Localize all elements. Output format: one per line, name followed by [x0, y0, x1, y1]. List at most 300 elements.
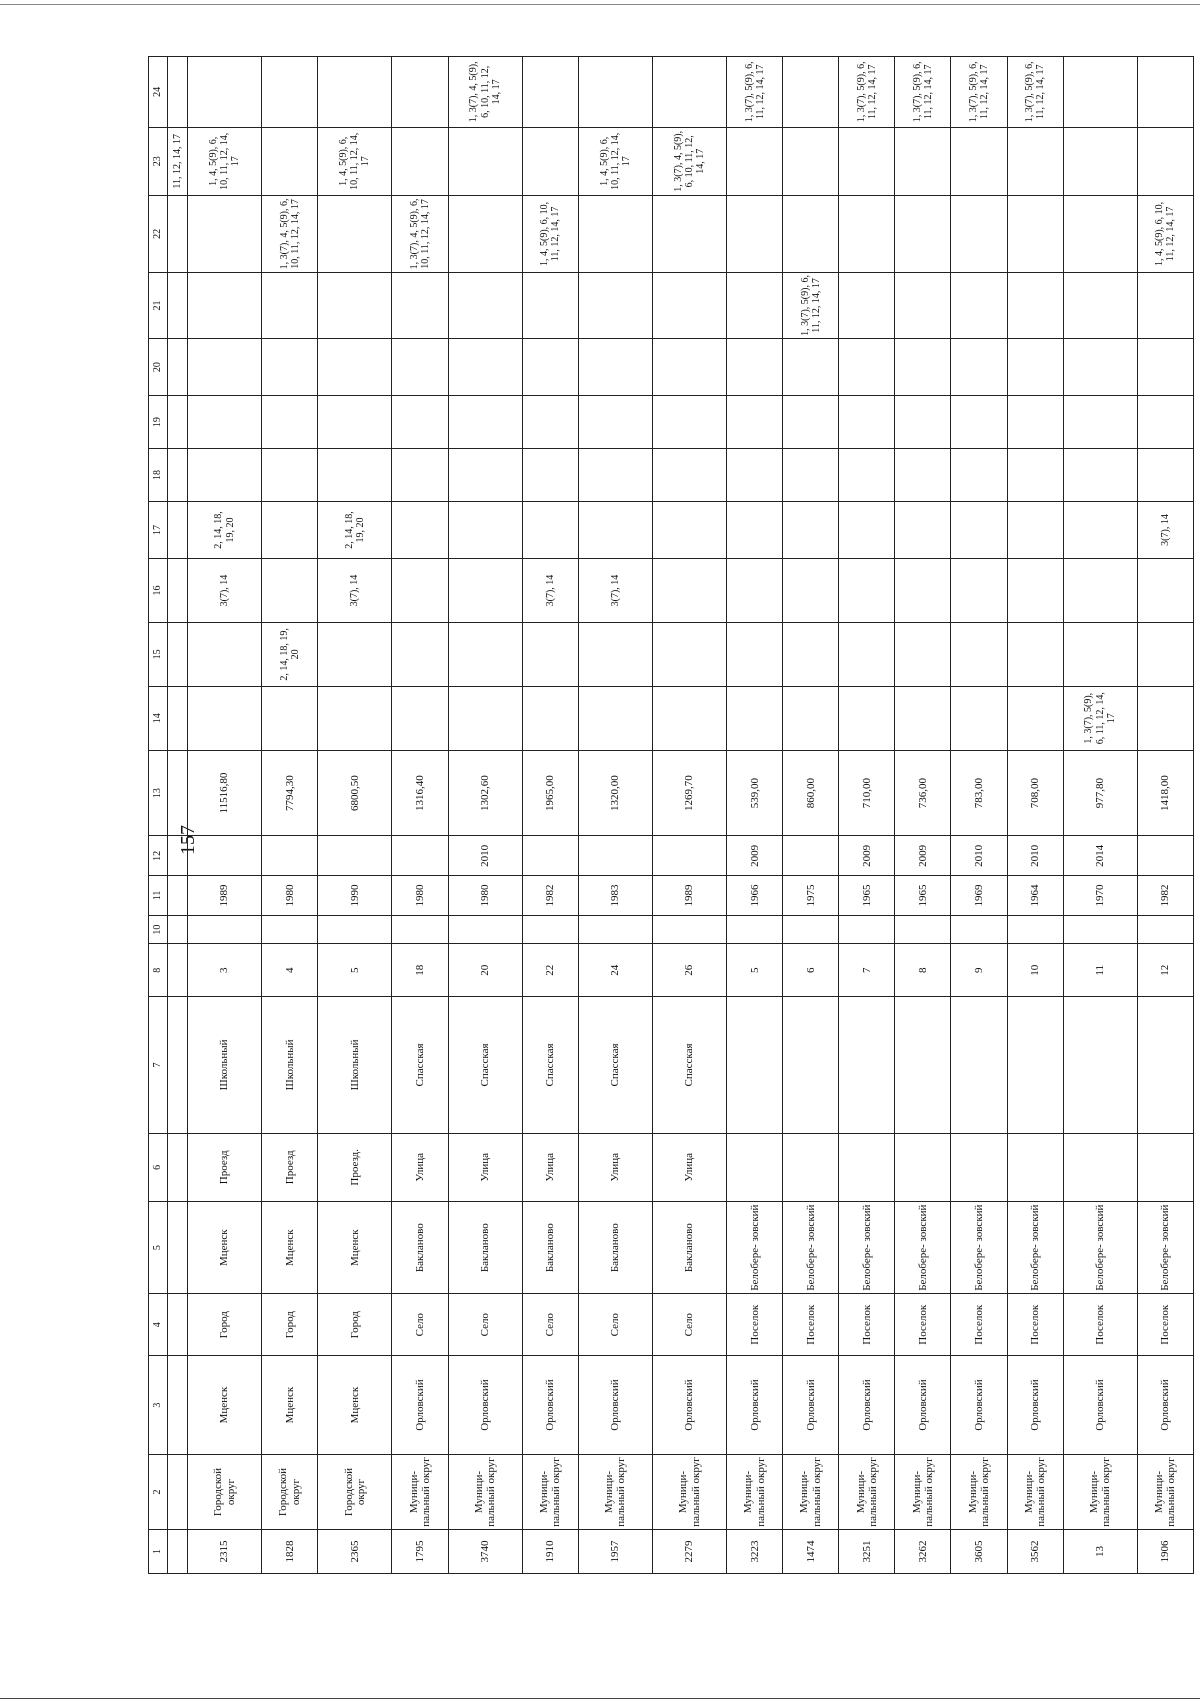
table-row: [895, 57, 951, 1574]
table-cell: Поселок: [1137, 1294, 1193, 1356]
table-cell: [578, 915, 652, 944]
table-cell: Улица: [522, 1133, 578, 1201]
table-cell: [448, 915, 522, 944]
table-cell: [578, 686, 652, 750]
table-cell: [783, 622, 839, 686]
table-cell: Поселок: [783, 1294, 839, 1356]
table-cell: [392, 396, 448, 449]
table-cell: [522, 338, 578, 395]
table-row: [1063, 57, 1137, 1574]
table-cell: Школьный: [188, 997, 262, 1134]
table-cell: Спасская: [578, 997, 652, 1134]
table-cell: 1, 4, 5(9), 6, 10, 11, 12, 14, 17: [318, 127, 392, 195]
table-cell: [1063, 501, 1137, 558]
table-cell: [262, 127, 318, 195]
table-cell: Городской округ: [318, 1455, 392, 1530]
table-cell: [522, 127, 578, 195]
table-cell: 1, 3(7), 5(9), 6, 11, 12, 14, 17: [951, 57, 1007, 128]
table-cell: [168, 1133, 188, 1201]
table-cell: 3262: [895, 1529, 951, 1573]
table-cell: Орловский: [1137, 1356, 1193, 1455]
table-cell: [1007, 127, 1063, 195]
table-cell: [727, 396, 783, 449]
table-cell: [1137, 686, 1193, 750]
table-cell: [653, 836, 727, 876]
table-cell: [168, 836, 188, 876]
table-cell: [448, 622, 522, 686]
table-cell: [168, 997, 188, 1134]
table-cell: [1007, 1133, 1063, 1201]
table-cell: [783, 915, 839, 944]
table-cell: [262, 915, 318, 944]
table-cell: Орловский: [783, 1356, 839, 1455]
table-cell: [1007, 195, 1063, 272]
table-cell: 3(7), 14: [578, 559, 652, 623]
table-cell: Орловский: [1007, 1356, 1063, 1455]
table-cell: 3562: [1007, 1529, 1063, 1573]
table-cell: 12: [1137, 944, 1193, 997]
table-cell: [168, 944, 188, 997]
table-cell: [318, 622, 392, 686]
table-cell: [1137, 622, 1193, 686]
table-cell: 1418,00: [1137, 750, 1193, 836]
table-cell: Орловский: [895, 1356, 951, 1455]
table-cell: Белобере- зовский: [1063, 1201, 1137, 1293]
table-cell: Муници- пальный округ: [783, 1455, 839, 1530]
table-cell: [168, 1529, 188, 1573]
table-cell: Городской округ: [262, 1455, 318, 1530]
bottom-rule: [0, 1698, 1200, 1699]
table-cell: Орловский: [727, 1356, 783, 1455]
table-cell: 1, 3(7), 4, 5(9), 6, 10, 11, 12, 14, 17: [653, 127, 727, 195]
table-cell: [1137, 272, 1193, 338]
table-cell: [839, 686, 895, 750]
table-cell: [1007, 997, 1063, 1134]
table-cell: 860,00: [783, 750, 839, 836]
table-cell: [1007, 338, 1063, 395]
table-row: [578, 57, 652, 1574]
table-cell: [1007, 559, 1063, 623]
table-cell: [951, 127, 1007, 195]
table-cell: [262, 396, 318, 449]
table-cell: 26: [653, 944, 727, 997]
table-cell: [168, 750, 188, 836]
table-cell: 4: [262, 944, 318, 997]
table-cell: [522, 915, 578, 944]
table-cell: [262, 559, 318, 623]
table-cell: 1980: [392, 876, 448, 916]
table-cell: 1, 3(7), 5(9), 6, 11, 12, 14, 17: [1007, 57, 1063, 128]
table-cell: [522, 396, 578, 449]
table-cell: [392, 686, 448, 750]
table-cell: [578, 836, 652, 876]
table-cell: 1, 3(7), 4, 5(9), 6, 10, 11, 12, 14, 17: [448, 57, 522, 128]
table-cell: 2315: [188, 1529, 262, 1573]
table-cell: 1964: [1007, 876, 1063, 916]
table-cell: 3: [188, 944, 262, 997]
table-cell: [895, 501, 951, 558]
table-cell: [392, 836, 448, 876]
table-cell: [653, 449, 727, 502]
table-cell: Улица: [653, 1133, 727, 1201]
table-cell: [951, 915, 1007, 944]
table-cell: 1980: [448, 876, 522, 916]
table-cell: [392, 272, 448, 338]
table-cell: [1137, 559, 1193, 623]
table-cell: [168, 915, 188, 944]
table-cell: [951, 195, 1007, 272]
table-cell: [839, 559, 895, 623]
table-cell: [839, 915, 895, 944]
table-cell: [783, 1133, 839, 1201]
table-cell: [839, 195, 895, 272]
table-cell: [1063, 997, 1137, 1134]
table-cell: Муници- пальный округ: [895, 1455, 951, 1530]
column-number: 13: [149, 750, 168, 836]
table-cell: Бакланово: [578, 1201, 652, 1293]
table-cell: [895, 449, 951, 502]
table-cell: [168, 876, 188, 916]
table-cell: Белобере- зовский: [783, 1201, 839, 1293]
table-cell: [168, 1356, 188, 1455]
table-cell: Орловский: [448, 1356, 522, 1455]
table-cell: [188, 836, 262, 876]
table-cell: [448, 501, 522, 558]
table-cell: Муници- пальный округ: [839, 1455, 895, 1530]
table-cell: 1965,00: [522, 750, 578, 836]
table-cell: [783, 195, 839, 272]
table-cell: [392, 338, 448, 395]
column-number: 17: [149, 501, 168, 558]
table-cell: Бакланово: [392, 1201, 448, 1293]
table-cell: [318, 57, 392, 128]
table-cell: Орловский: [839, 1356, 895, 1455]
table-cell: [188, 57, 262, 128]
table-cell: [392, 559, 448, 623]
table-cell: Орловский: [392, 1356, 448, 1455]
table-cell: 539,00: [727, 750, 783, 836]
table-cell: 1, 3(7), 5(9), 6, 11, 12, 14, 17: [727, 57, 783, 128]
table-cell: [951, 622, 1007, 686]
table-cell: [951, 559, 1007, 623]
table-cell: 1969: [951, 876, 1007, 916]
table-cell: 1965: [895, 876, 951, 916]
table-cell: 1320,00: [578, 750, 652, 836]
table-cell: 1989: [188, 876, 262, 916]
table-cell: [951, 686, 1007, 750]
table-cell: [1063, 396, 1137, 449]
table-cell: [895, 1133, 951, 1201]
column-number: 1: [149, 1529, 168, 1573]
table-cell: [653, 396, 727, 449]
table-cell: Муници- пальный округ: [448, 1455, 522, 1530]
table-cell: [1137, 997, 1193, 1134]
table-cell: 977,80: [1063, 750, 1137, 836]
table-cell: [895, 195, 951, 272]
table-cell: 2, 14, 18, 19, 20: [262, 622, 318, 686]
table-cell: 1990: [318, 876, 392, 916]
table-cell: [895, 338, 951, 395]
table-cell: [318, 449, 392, 502]
table-cell: [783, 57, 839, 128]
table-cell: [318, 338, 392, 395]
table-cell: 1, 4, 5(9), 6, 10, 11, 12, 14, 17: [522, 195, 578, 272]
table-cell: [188, 272, 262, 338]
column-number: 8: [149, 944, 168, 997]
table-cell: 2, 14, 18, 19, 20: [318, 501, 392, 558]
table-cell: [783, 836, 839, 876]
table-cell: [392, 449, 448, 502]
table-cell: [727, 559, 783, 623]
table-cell: 11516,80: [188, 750, 262, 836]
table-cell: 1, 3(7), 4, 5(9), 6, 10, 11, 12, 14, 17: [392, 195, 448, 272]
table-cell: 783,00: [951, 750, 1007, 836]
table-cell: 2009: [727, 836, 783, 876]
column-number: 18: [149, 449, 168, 502]
table-cell: [839, 272, 895, 338]
table-cell: [262, 449, 318, 502]
table-cell: 2279: [653, 1529, 727, 1573]
table-cell: Муници- пальный округ: [653, 1455, 727, 1530]
table-cell: 1, 3(7), 5(9), 6, 11, 12, 14, 17: [839, 57, 895, 128]
table-row: [1007, 57, 1063, 1574]
table-cell: [188, 686, 262, 750]
table-cell: Мценск: [188, 1356, 262, 1455]
table-cell: [392, 501, 448, 558]
table-cell: 7: [839, 944, 895, 997]
table-cell: [168, 57, 188, 128]
table-cell: [895, 396, 951, 449]
table-cell: 2009: [839, 836, 895, 876]
continuation-row: [168, 57, 188, 1574]
table-row: [783, 57, 839, 1574]
table-cell: [168, 272, 188, 338]
table-row: [262, 57, 318, 1574]
table-cell: 24: [578, 944, 652, 997]
table-cell: 1, 4, 5(9), 6, 10, 11, 12, 14, 17: [578, 127, 652, 195]
table-cell: [1063, 915, 1137, 944]
table-cell: 10: [1007, 944, 1063, 997]
table-cell: Село: [653, 1294, 727, 1356]
table-cell: [951, 338, 1007, 395]
table-cell: Бакланово: [653, 1201, 727, 1293]
table-cell: [727, 501, 783, 558]
table-cell: 1, 4, 5(9), 6, 10, 11, 12, 14, 17: [1137, 195, 1193, 272]
table-cell: [168, 338, 188, 395]
table-cell: 1970: [1063, 876, 1137, 916]
page-number: 157: [177, 825, 199, 855]
table-cell: Село: [522, 1294, 578, 1356]
table-cell: [318, 272, 392, 338]
table-cell: [1007, 501, 1063, 558]
table-cell: Спасская: [392, 997, 448, 1134]
table-row: [727, 57, 783, 1574]
table-cell: [653, 501, 727, 558]
table-cell: [578, 272, 652, 338]
table-cell: [783, 338, 839, 395]
table-cell: 6: [783, 944, 839, 997]
table-cell: 3605: [951, 1529, 1007, 1573]
column-number: 19: [149, 396, 168, 449]
table-cell: [448, 559, 522, 623]
table-cell: [1137, 449, 1193, 502]
table-cell: Бакланово: [448, 1201, 522, 1293]
table-cell: 1795: [392, 1529, 448, 1573]
table-cell: 22: [522, 944, 578, 997]
table-cell: 2010: [1007, 836, 1063, 876]
table-cell: [951, 1133, 1007, 1201]
table-cell: Город: [262, 1294, 318, 1356]
table-cell: [578, 622, 652, 686]
column-number: 3: [149, 1356, 168, 1455]
table-cell: [1137, 57, 1193, 128]
table-cell: Орловский: [578, 1356, 652, 1455]
table-row: [839, 57, 895, 1574]
table-cell: 1989: [653, 876, 727, 916]
table-cell: 3740: [448, 1529, 522, 1573]
table-cell: Белобере- зовский: [727, 1201, 783, 1293]
table-cell: Орловский: [522, 1356, 578, 1455]
table-row: [951, 57, 1007, 1574]
table-cell: 1983: [578, 876, 652, 916]
table-cell: [578, 449, 652, 502]
table-cell: 1910: [522, 1529, 578, 1573]
table-cell: 3(7), 14: [1137, 501, 1193, 558]
table-cell: Поселок: [951, 1294, 1007, 1356]
column-number: 16: [149, 559, 168, 623]
table-cell: [578, 338, 652, 395]
table-cell: 710,00: [839, 750, 895, 836]
table-cell: [653, 338, 727, 395]
table-cell: 11: [1063, 944, 1137, 997]
column-number: 23: [149, 127, 168, 195]
table-cell: Муници- пальный округ: [1007, 1455, 1063, 1530]
table-cell: [727, 127, 783, 195]
table-cell: Улица: [448, 1133, 522, 1201]
table-cell: Город: [188, 1294, 262, 1356]
table-cell: [727, 1133, 783, 1201]
table-row: [392, 57, 448, 1574]
table-cell: 2, 14, 18, 19, 20: [188, 501, 262, 558]
table-cell: [522, 501, 578, 558]
table-cell: [1007, 449, 1063, 502]
table-cell: Село: [578, 1294, 652, 1356]
table-cell: Поселок: [727, 1294, 783, 1356]
table-row: [1137, 57, 1193, 1574]
table-cell: [318, 915, 392, 944]
table-cell: [783, 449, 839, 502]
table-cell: [951, 272, 1007, 338]
table-cell: Улица: [578, 1133, 652, 1201]
table-cell: [783, 501, 839, 558]
table-cell: [188, 396, 262, 449]
table-cell: [895, 686, 951, 750]
table-cell: [895, 559, 951, 623]
table-cell: Проезд: [188, 1133, 262, 1201]
table-cell: 1, 3(7), 4, 5(9), 6, 10, 11, 12, 14, 17: [262, 195, 318, 272]
table-cell: Муници- пальный округ: [727, 1455, 783, 1530]
table-cell: [262, 836, 318, 876]
table-cell: Поселок: [1007, 1294, 1063, 1356]
table-cell: [392, 622, 448, 686]
table-cell: [839, 127, 895, 195]
table-cell: 1269,70: [653, 750, 727, 836]
table-cell: [1137, 1133, 1193, 1201]
table-cell: 2009: [895, 836, 951, 876]
table-cell: [262, 57, 318, 128]
table-cell: [168, 1455, 188, 1530]
table-cell: Белобере- зовский: [1007, 1201, 1063, 1293]
table-cell: Город: [318, 1294, 392, 1356]
table-cell: [727, 686, 783, 750]
table-wrapper: [148, 56, 1194, 1574]
table-cell: 708,00: [1007, 750, 1063, 836]
table-cell: [578, 57, 652, 128]
table-cell: [653, 195, 727, 272]
table-cell: 2010: [951, 836, 1007, 876]
table-cell: [578, 396, 652, 449]
table-cell: [578, 501, 652, 558]
table-cell: Школьный: [262, 997, 318, 1134]
table-cell: [951, 501, 1007, 558]
table-cell: [448, 272, 522, 338]
table-cell: Белобере- зовский: [895, 1201, 951, 1293]
table-cell: Белобере- зовский: [951, 1201, 1007, 1293]
table-cell: 1474: [783, 1529, 839, 1573]
column-number: 20: [149, 338, 168, 395]
table-cell: [1007, 686, 1063, 750]
table-cell: Городской округ: [188, 1455, 262, 1530]
table-cell: [262, 686, 318, 750]
table-cell: Мценск: [262, 1356, 318, 1455]
column-number: 5: [149, 1201, 168, 1293]
table-cell: 1, 3(7), 5(9), 6, 11, 12, 14, 17: [783, 272, 839, 338]
column-number: 24: [149, 57, 168, 128]
table-cell: [392, 57, 448, 128]
table-cell: [783, 686, 839, 750]
table-cell: [1007, 915, 1063, 944]
table-cell: Муници- пальный округ: [1137, 1455, 1193, 1530]
table-cell: [783, 997, 839, 1134]
table-cell: [727, 915, 783, 944]
table-cell: [448, 195, 522, 272]
top-rule: [0, 4, 1200, 5]
table-cell: 1906: [1137, 1529, 1193, 1573]
table-cell: [895, 997, 951, 1134]
table-cell: 3223: [727, 1529, 783, 1573]
table-cell: [262, 501, 318, 558]
table-cell: Школьный: [318, 997, 392, 1134]
table-cell: [727, 997, 783, 1134]
table-cell: [839, 997, 895, 1134]
table-cell: [188, 195, 262, 272]
table-cell: [1063, 195, 1137, 272]
column-number: 6: [149, 1133, 168, 1201]
table-cell: [653, 915, 727, 944]
table-cell: [653, 57, 727, 128]
table-cell: Спасская: [448, 997, 522, 1134]
table-cell: 1, 3(7), 5(9), 6, 11, 12, 14, 17: [1063, 686, 1137, 750]
table-cell: [653, 622, 727, 686]
table-cell: [895, 272, 951, 338]
table-cell: [839, 1133, 895, 1201]
column-number: 4: [149, 1294, 168, 1356]
column-number: 12: [149, 836, 168, 876]
table-cell: 2014: [1063, 836, 1137, 876]
table-cell: [1063, 57, 1137, 128]
table-cell: [168, 195, 188, 272]
table-cell: [727, 195, 783, 272]
